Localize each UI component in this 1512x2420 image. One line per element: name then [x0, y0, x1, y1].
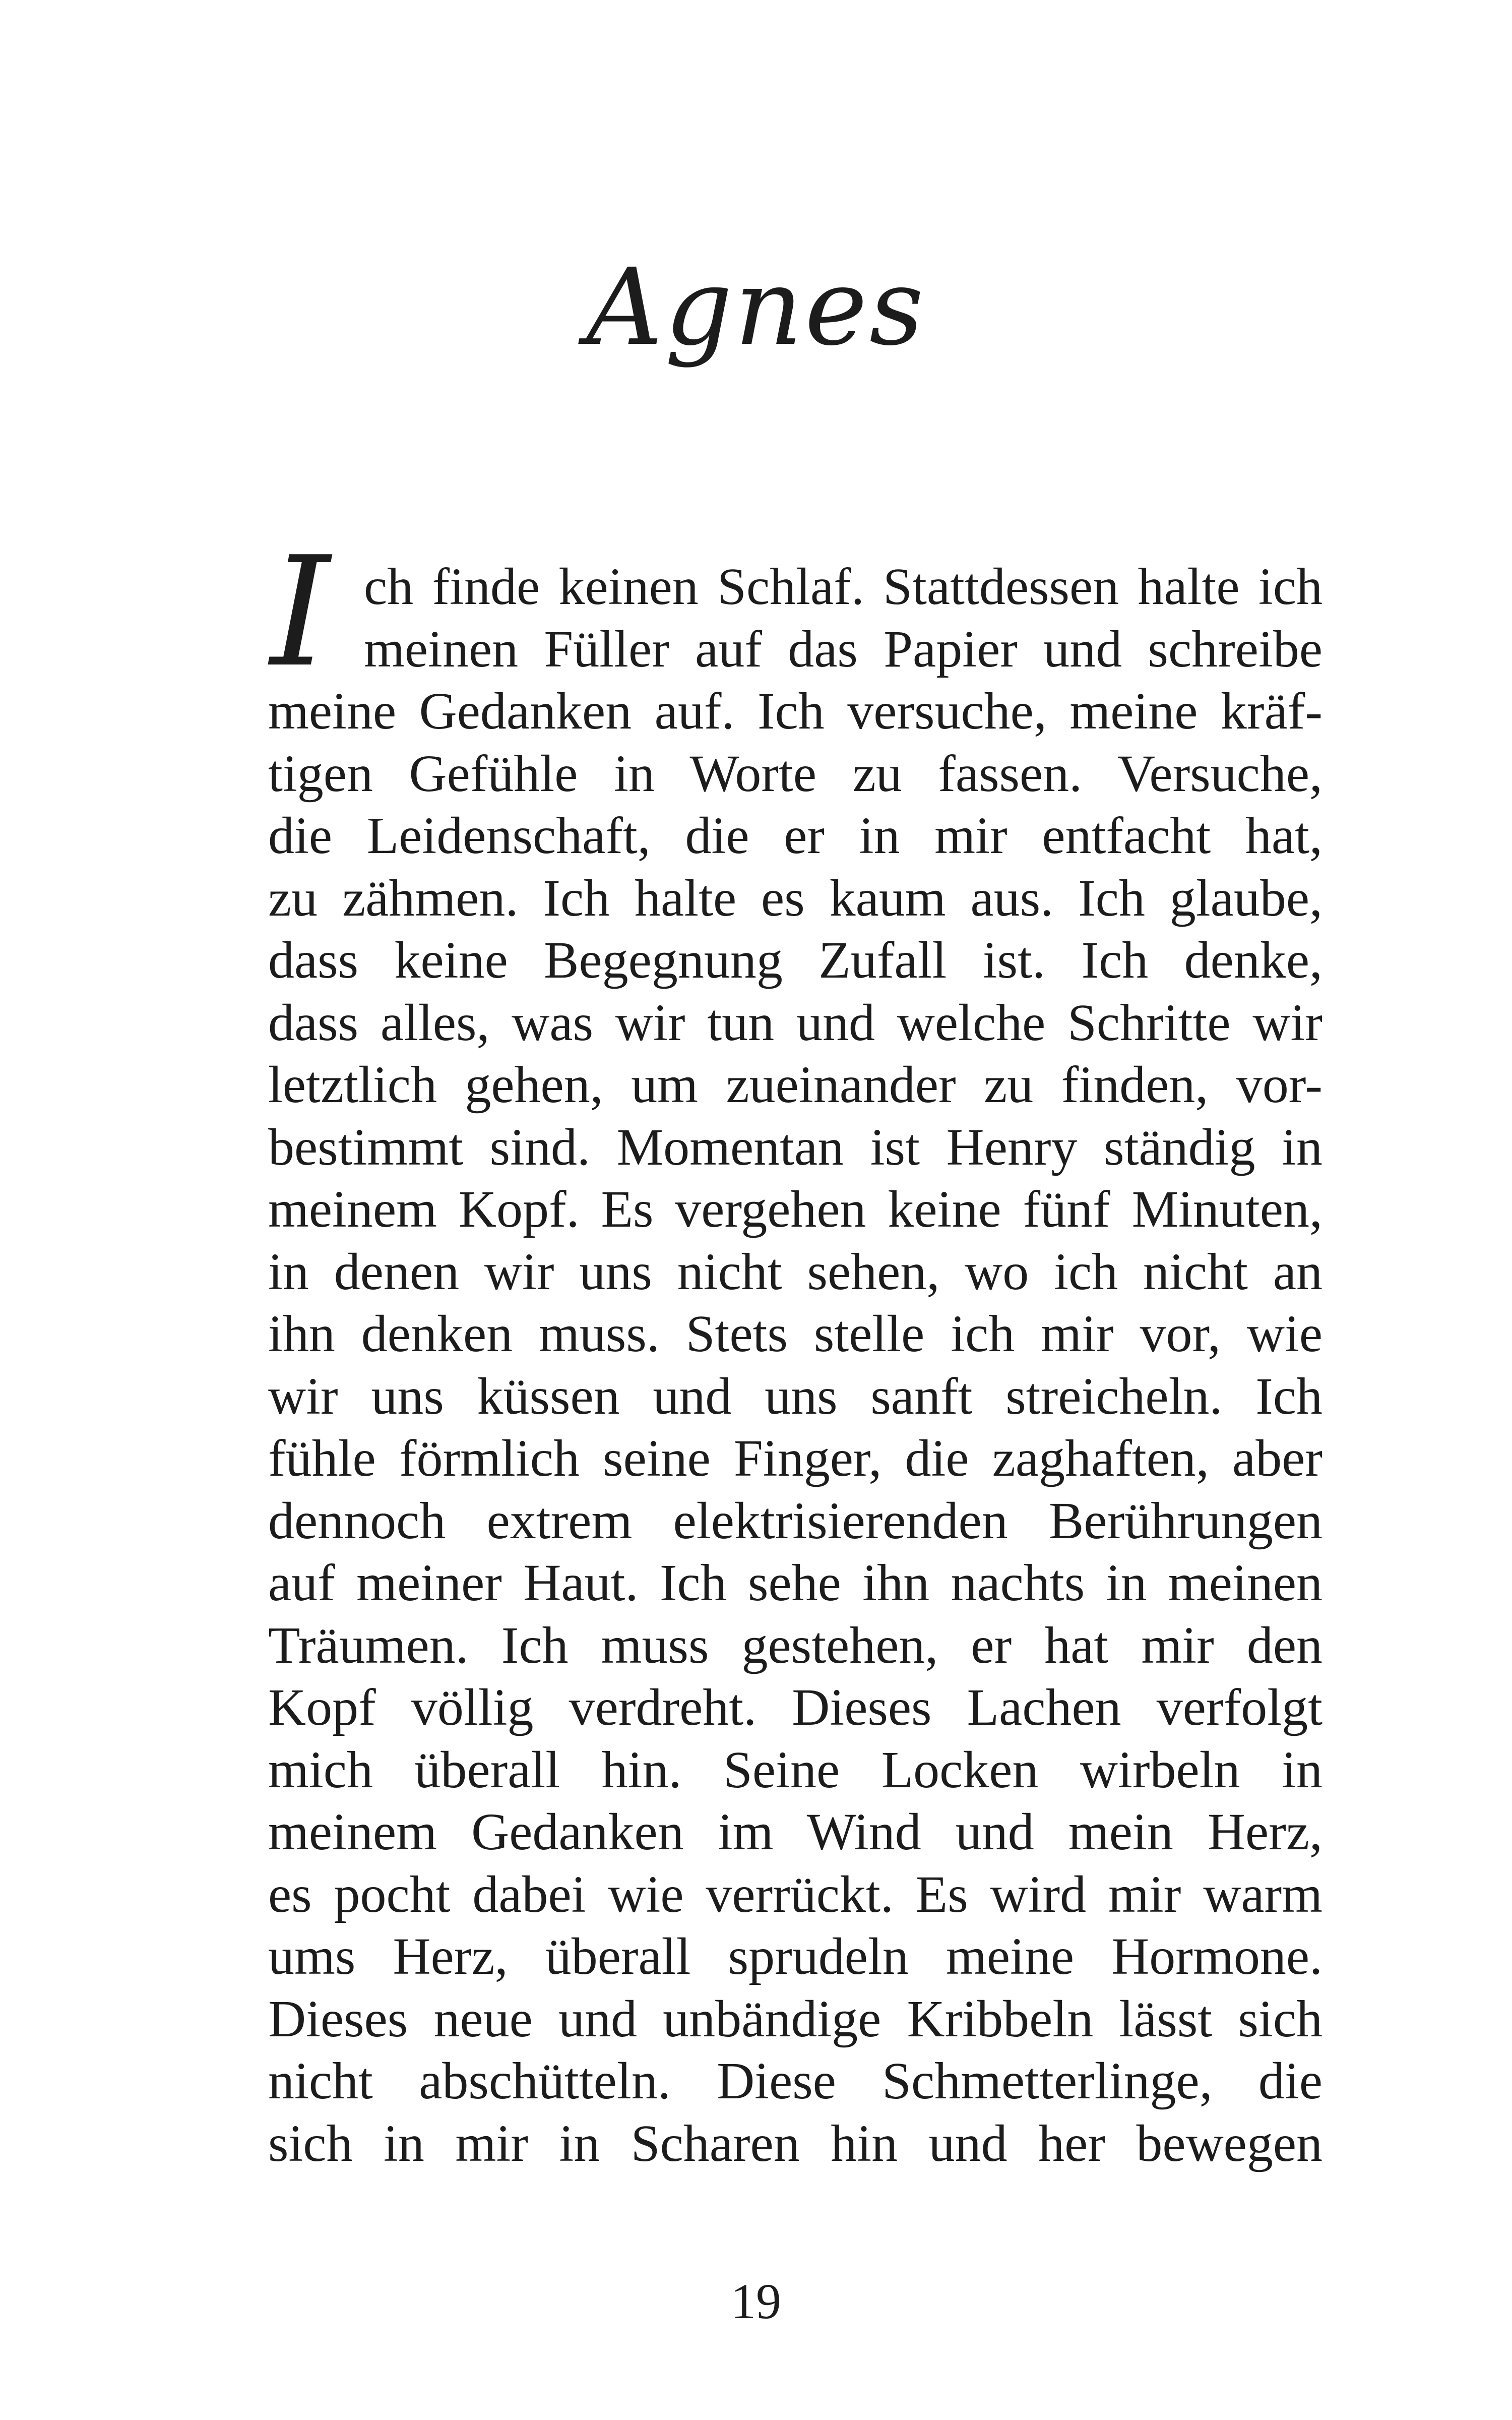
- text-line: nicht abschütteln. Diese Schmetterlinge, die: [268, 2052, 1322, 2110]
- text-line: Kopf völlig verdreht. Dieses Lachen verfolgt: [268, 1678, 1322, 1736]
- text-line: sich in mir in Scharen hin und her bewegen: [268, 2114, 1322, 2172]
- text-line: letztlich gehen, um zueinander zu finden, vor-: [268, 1056, 1322, 1114]
- text-line: meinem Kopf. Es vergehen keine fünf Minuten,: [268, 1180, 1322, 1238]
- text-line: meine Gedanken auf. Ich versuche, meine kräf-: [268, 682, 1322, 740]
- text-line: die Leidenschaft, die er in mir entfacht hat,: [268, 807, 1322, 865]
- text-line: dass keine Begegnung Zufall ist. Ich denke,: [268, 931, 1322, 989]
- text-line: Dieses neue und unbändige Kribbeln lässt sich: [268, 1989, 1322, 2048]
- text-line: dennoch extrem elektrisierenden Berührungen: [268, 1491, 1322, 1550]
- page-number: 19: [731, 2273, 781, 2329]
- text-line: es pocht dabei wie verrückt. Es wird mir warm: [268, 1865, 1322, 1923]
- text-line: ch finde keinen Schlaf. Stattdessen halte ich: [364, 558, 1322, 616]
- text-line: Träumen. Ich muss gestehen, er hat mir den: [268, 1616, 1322, 1674]
- text-line: dass alles, was wir tun und welche Schritte wir: [268, 993, 1322, 1052]
- text-line: tigen Gefühle in Worte zu fassen. Versuche,: [268, 744, 1322, 803]
- text-line: ihn denken muss. Stets stelle ich mir vor, wie: [268, 1305, 1322, 1363]
- text-line: auf meiner Haut. Ich sehe ihn nachts in meinen: [268, 1554, 1322, 1612]
- text-line: fühle förmlich seine Finger, die zaghaften, aber: [268, 1429, 1322, 1487]
- chapter-body-text: [268, 556, 1322, 2174]
- text-line: ums Herz, überall sprudeln meine Hormone.: [268, 1927, 1322, 1985]
- chapter-title: Agnes: [586, 246, 926, 369]
- drop-cap-initial: I: [270, 524, 330, 700]
- text-line: in denen wir uns nicht sehen, wo ich nicht an: [268, 1242, 1322, 1301]
- text-line: meinem Gedanken im Wind und mein Herz,: [268, 1803, 1322, 1861]
- text-line: bestimmt sind. Momentan ist Henry ständig in: [268, 1118, 1322, 1176]
- text-line: zu zähmen. Ich halte es kaum aus. Ich glaube,: [268, 869, 1322, 927]
- text-line: mich überall hin. Seine Locken wirbeln in: [268, 1740, 1322, 1799]
- text-line: wir uns küssen und uns sanft streicheln. Ich: [268, 1367, 1322, 1425]
- text-line: meinen Füller auf das Papier und schreibe: [364, 620, 1322, 678]
